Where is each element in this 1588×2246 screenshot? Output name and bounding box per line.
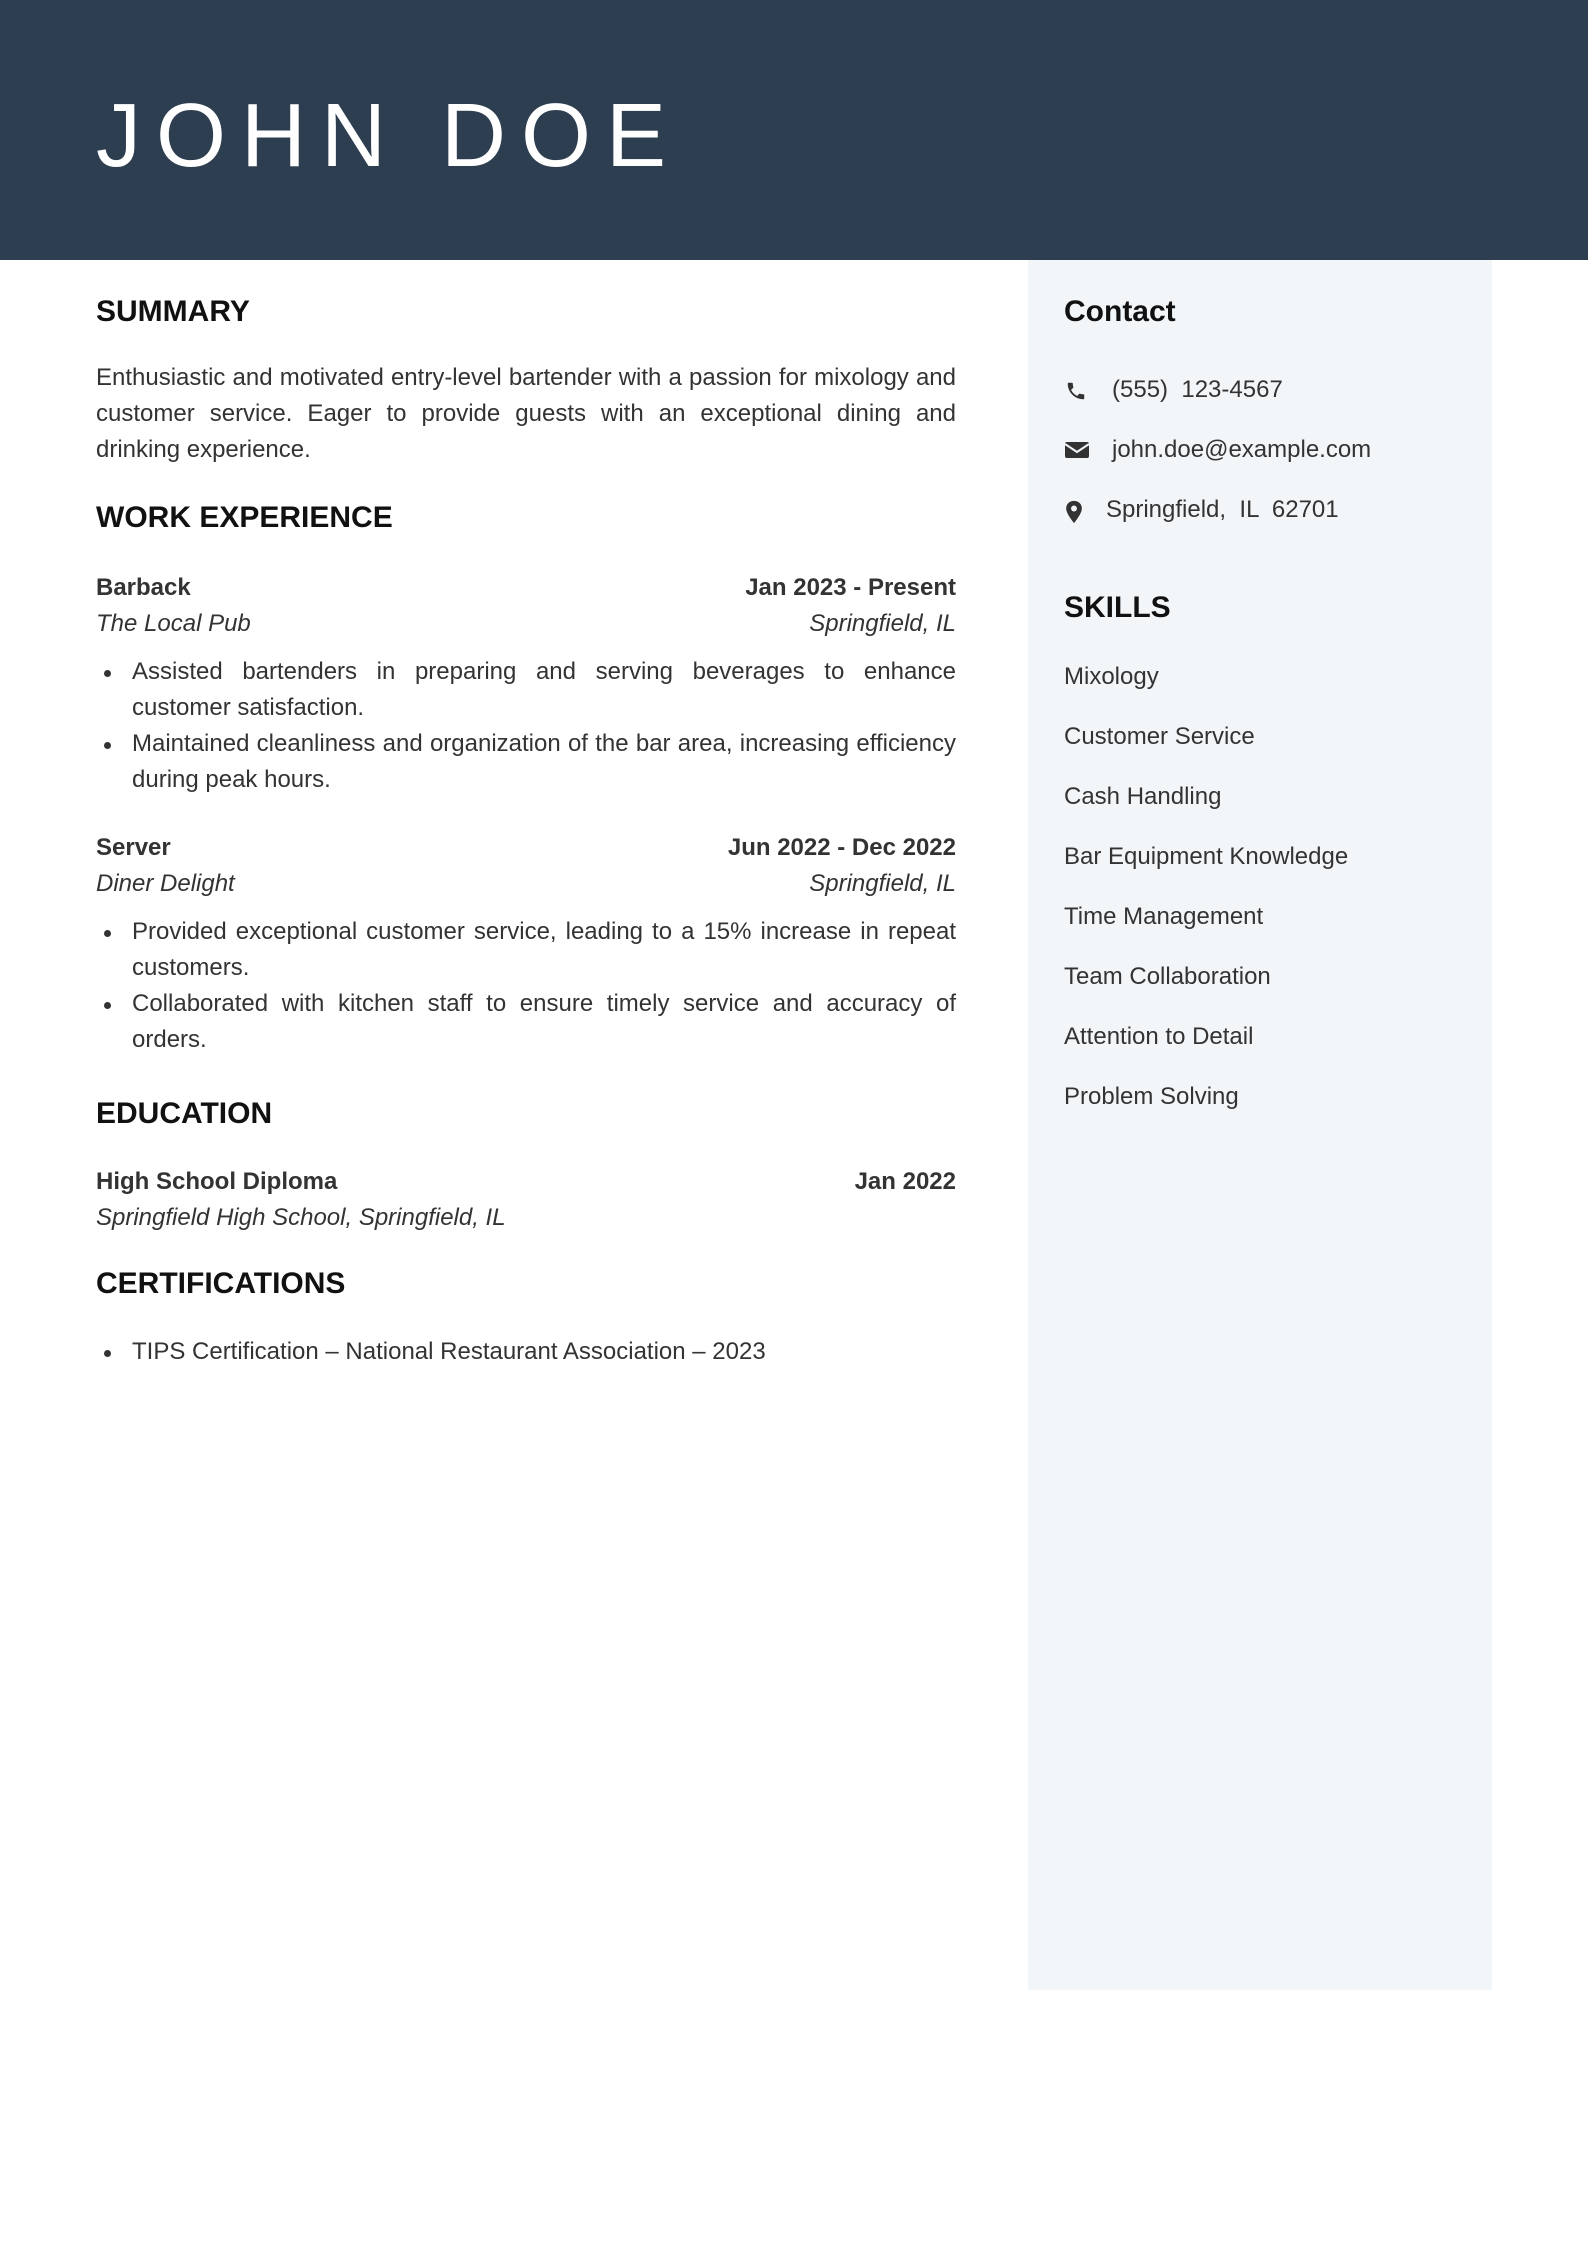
bullet-text: Assisted bartenders in preparing and serving beverages to enhance customer satisfaction. [132,658,956,721]
list-item [96,726,956,798]
skill-item: Bar Equipment Knowledge [1064,843,1349,870]
education-school: Springfield High School, Springfield, IL [96,1204,506,1231]
job-role: Server [96,834,171,861]
job-header-row [96,570,956,606]
phone-text: (555) 123-4567 [1112,376,1283,403]
email-text: john.doe@example.com [1112,436,1372,463]
job-company: The Local Pub [96,610,251,637]
list-item [96,654,956,726]
bullet-dot [104,1002,111,1009]
bullet-dot [104,742,111,749]
skill-item: Customer Service [1064,723,1255,750]
skill-item: Team Collaboration [1064,963,1271,990]
location-text: Springfield, IL 62701 [1106,496,1339,523]
job-dates: Jun 2022 - Dec 2022 [727,834,956,861]
skill-item: Time Management [1064,903,1264,930]
header-banner [0,0,1588,260]
job-dates: Jan 2023 - Present [745,574,956,601]
certification-text: TIPS Certification – National Restaurant Association – 2023 [132,1338,766,1365]
certifications-heading: CERTIFICATIONS [96,1267,346,1300]
bullet-dot [104,670,111,677]
job-location: Springfield, IL [809,870,956,897]
job-company: Diner Delight [96,870,235,897]
bullet-text: Collaborated with kitchen staff to ensure timely service and accuracy of orders. [132,990,956,1053]
list-item [96,914,956,986]
certification-list [96,1334,956,1370]
education-school-row [96,1200,956,1236]
job-company-row [96,606,956,642]
education-header-row [96,1164,956,1200]
job-header-row [96,830,956,866]
map-marker-icon [1064,500,1084,524]
list-item [96,986,956,1058]
work-experience-heading: WORK EXPERIENCE [96,501,393,534]
envelope-icon [1064,440,1090,460]
skill-item: Mixology [1064,663,1159,690]
summary-heading: SUMMARY [96,295,250,328]
skill-item: Cash Handling [1064,783,1222,810]
skills-heading: SKILLS [1064,591,1171,624]
job-role: Barback [96,574,191,601]
job-location: Springfield, IL [809,610,956,637]
summary-text: Enthusiastic and motivated entry-level bartender with a passion for mixology and customer service. Eager to provide guests with an exceptional dining and drinking experience. [96,364,956,463]
candidate-name: JOHN DOE [96,86,682,186]
skill-item: Problem Solving [1064,1083,1239,1110]
job-bullets [96,914,956,1058]
bullet-text: Maintained cleanliness and organization of the bar area, increasing efficiency during peak hours. [132,730,956,793]
bullet-text: Provided exceptional customer service, leading to a 15% increase in repeat customers. [132,918,956,981]
education-date: Jan 2022 [854,1168,956,1195]
bullet-dot [104,930,111,937]
contact-heading: Contact [1064,295,1176,328]
education-degree: High School Diploma [96,1168,338,1195]
list-item [96,1334,956,1370]
job-company-row [96,866,956,902]
sidebar [1028,260,1492,1990]
job-bullets [96,654,956,798]
education-heading: EDUCATION [96,1097,273,1130]
phone-icon [1064,380,1088,402]
skill-item: Attention to Detail [1064,1023,1254,1050]
bullet-dot [104,1350,111,1357]
